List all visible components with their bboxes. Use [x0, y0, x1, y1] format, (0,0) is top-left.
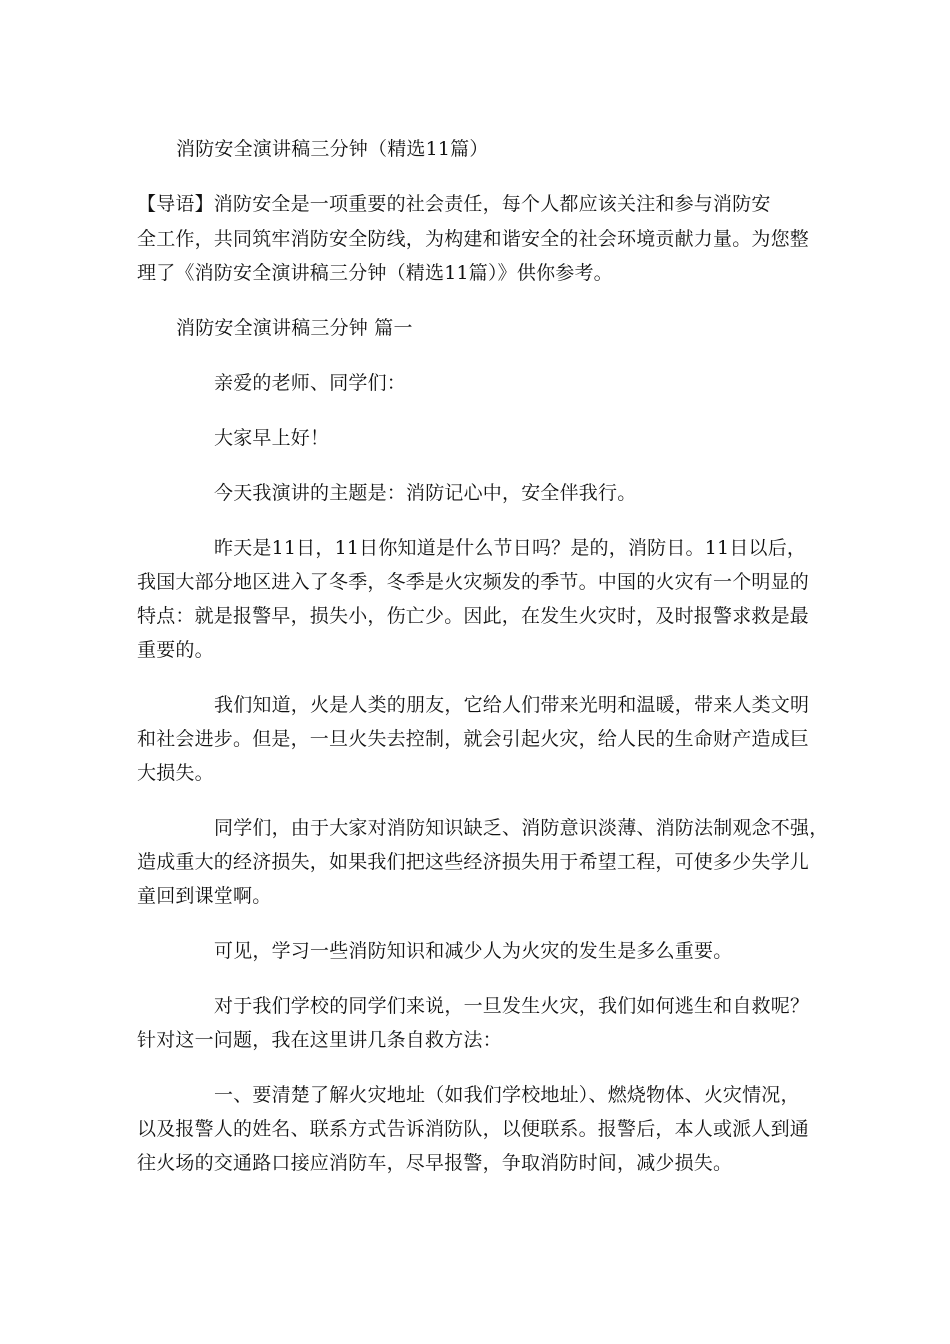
paragraph-line: 对于我们学校的同学们来说，一旦发生火灾，我们如何逃生和自救呢？ — [214, 995, 810, 1017]
paragraph-line: 童回到课堂啊。 — [137, 885, 272, 907]
paragraph-line: 以及报警人的姓名、联系方式告诉消防队，以便联系。报警后，本人或派人到通 — [137, 1118, 810, 1140]
paragraph-line: 可见，学习一些消防知识和减少人为火灾的发生是多么重要。 — [214, 940, 733, 962]
paragraph-line: 特点：就是报警早，损失小，伤亡少。因此，在发生火灾时，及时报警求救是最 — [137, 605, 810, 627]
paragraph-line: 一、要清楚了解火灾地址（如我们学校地址）、燃烧物体、火灾情况， — [214, 1084, 800, 1106]
section-heading: 消防安全演讲稿三分钟 篇一 — [176, 317, 413, 339]
morning-greeting: 大家早上好！ — [214, 427, 330, 449]
paragraph-line: 我国大部分地区进入了冬季，冬季是火灾频发的季节。中国的火灾有一个明显的 — [137, 571, 810, 593]
paragraph-line: 重要的。 — [137, 639, 214, 661]
paragraph-line: 大损失。 — [137, 762, 214, 784]
greeting: 亲爱的老师、同学们： — [214, 372, 407, 394]
intro-line: 全工作，共同筑牢消防安全防线，为构建和谐安全的社会环境贡献力量。为您整 — [137, 228, 810, 250]
paragraph-line: 我们知道，火是人类的朋友，它给人们带来光明和温暖，带来人类文明 — [214, 694, 810, 716]
paragraph-line: 往火场的交通路口接应消防车，尽早报警，争取消防时间，减少损失。 — [137, 1152, 733, 1174]
document-title: 消防安全演讲稿三分钟（精选11篇） — [176, 138, 489, 160]
paragraph-line: 同学们，由于大家对消防知识缺乏、消防意识淡薄、消防法制观念不强， — [214, 817, 829, 839]
paragraph-line: 造成重大的经济损失，如果我们把这些经济损失用于希望工程，可使多少失学儿 — [137, 851, 810, 873]
intro-line: 理了《消防安全演讲稿三分钟（精选11篇）》供你参考。 — [137, 262, 613, 284]
speech-topic: 今天我演讲的主题是：消防记心中，安全伴我行。 — [214, 482, 637, 504]
intro-line: 【导语】消防安全是一项重要的社会责任，每个人都应该关注和参与消防安 — [137, 193, 771, 215]
paragraph-line: 针对这一问题，我在这里讲几条自救方法： — [137, 1029, 502, 1051]
paragraph-line: 昨天是11日，11日你知道是什么节日吗？是的，消防日。11日以后， — [214, 537, 807, 559]
paragraph-line: 和社会进步。但是，一旦火失去控制，就会引起火灾，给人民的生命财产造成巨 — [137, 728, 810, 750]
